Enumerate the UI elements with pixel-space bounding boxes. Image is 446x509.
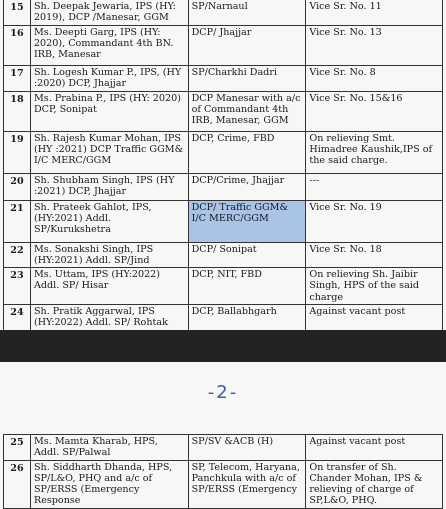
serial-number: 20 <box>4 173 31 200</box>
remarks: Vice Sr. No. 13 <box>306 25 443 65</box>
officer-name: Ms. Deepti Garg, IPS (HY: 2020), Commandant 4th BN. IRB, Manesar <box>30 25 188 65</box>
remarks: On relieving Sh. Jaibir Singh, HPS of the said charge <box>306 268 443 305</box>
remarks: Vice Sr. No. 19 <box>306 200 443 242</box>
table-row <box>4 200 443 242</box>
officer-name: Sh. Deepak Jewaria, IPS (HY: 2019), DCP /Manesar, GGM <box>30 0 188 25</box>
remarks: Against vacant post <box>306 435 443 461</box>
table-row <box>4 173 443 200</box>
serial-number: 21 <box>4 200 31 242</box>
officer-name: Sh. Logesh Kumar P., IPS, (HY :2020) DCP, Jhajjar <box>30 65 188 91</box>
officer-name: Ms. Prabina P., IPS (HY: 2020) DCP, Sonipat <box>30 91 188 131</box>
new-posting: SP/SV &ACB (H) <box>188 435 306 461</box>
serial-number: 18 <box>4 91 31 131</box>
new-posting: SP/Narnaul <box>188 0 306 25</box>
table-row <box>4 25 443 65</box>
new-posting: DCP/ Traffic GGM& I/C MERC/GGM <box>188 200 306 242</box>
table-row <box>4 268 443 305</box>
remarks: Against vacant post <box>306 305 443 331</box>
remarks: Vice Sr. No. 15&16 <box>306 91 443 131</box>
new-posting: DCP, Ballabhgarh <box>188 305 306 331</box>
table-row <box>4 435 443 461</box>
officer-name: Sh. Rajesh Kumar Mohan, IPS (HY :2021) DCP Traffic GGM& I/C MERC/GGM <box>30 131 188 173</box>
table-row <box>4 0 443 25</box>
serial-number: 24 <box>4 305 31 331</box>
officer-name: Ms. Uttam, IPS (HY:2022) Addl. SP/ Hisar <box>30 268 188 305</box>
new-posting: DCP/ Sonipat <box>188 242 306 268</box>
transfer-table-page-1 <box>3 0 443 331</box>
serial-number: 17 <box>4 65 31 91</box>
remarks: On relieving Smt. Himadree Kaushik,IPS of the said charge. <box>306 131 443 173</box>
serial-number: 19 <box>4 131 31 173</box>
serial-number: 23 <box>4 268 31 305</box>
officer-name: Sh. Shubham Singh, IPS (HY :2021) DCP, Jhajjar <box>30 173 188 200</box>
table-row <box>4 91 443 131</box>
new-posting: DCP, NIT, FBD <box>188 268 306 305</box>
serial-number: 25 <box>4 435 31 461</box>
remarks: --- <box>306 173 443 200</box>
new-posting: SP/Charkhi Dadri <box>188 65 306 91</box>
transfer-table-page-2 <box>3 434 443 509</box>
table-row <box>4 65 443 91</box>
table-row <box>4 131 443 173</box>
serial-number: 22 <box>4 242 31 268</box>
page-number: -2- <box>207 382 239 403</box>
new-posting: DCP Manesar with a/c of Commandant 4th IRB, Manesar, GGM <box>188 91 306 131</box>
officer-name: Sh. Prateek Gahlot, IPS, (HY:2021) Addl. SP/Kurukshetra <box>30 200 188 242</box>
remarks: Vice Sr. No. 18 <box>306 242 443 268</box>
serial-number: 26 <box>4 460 31 508</box>
officer-name: Sh. Siddharth Dhanda, HPS, SP/L&O, PHQ and a/c of SP/ERSS (Emergency Response <box>30 460 188 508</box>
table-row <box>4 460 443 508</box>
officer-name: Sh. Pratik Aggarwal, IPS (HY:2022) Addl. SP/ Rohtak <box>30 305 188 331</box>
new-posting: DCP/ Jhajjar <box>188 25 306 65</box>
document-page-2 <box>0 362 446 507</box>
table-row <box>4 305 443 331</box>
page-separator <box>0 330 446 362</box>
remarks: On transfer of Sh. Chander Mohan, IPS & relieving of charge of SP,L&O, PHQ. <box>306 460 443 508</box>
serial-number: 15 <box>4 0 31 25</box>
new-posting: DCP/Crime, Jhajjar <box>188 173 306 200</box>
new-posting: DCP, Crime, FBD <box>188 131 306 173</box>
officer-name: Ms. Sonakshi Singh, IPS (HY:2021) Addl. SP/Jind <box>30 242 188 268</box>
remarks: Vice Sr. No. 8 <box>306 65 443 91</box>
officer-name: Ms. Mamta Kharab, HPS, Addl. SP/Palwal <box>30 435 188 461</box>
serial-number: 16 <box>4 25 31 65</box>
remarks: Vice Sr. No. 11 <box>306 0 443 25</box>
new-posting: SP, Telecom, Haryana, Panchkula with a/c of SP/ERSS (Emergency <box>188 460 306 508</box>
table-row <box>4 242 443 268</box>
